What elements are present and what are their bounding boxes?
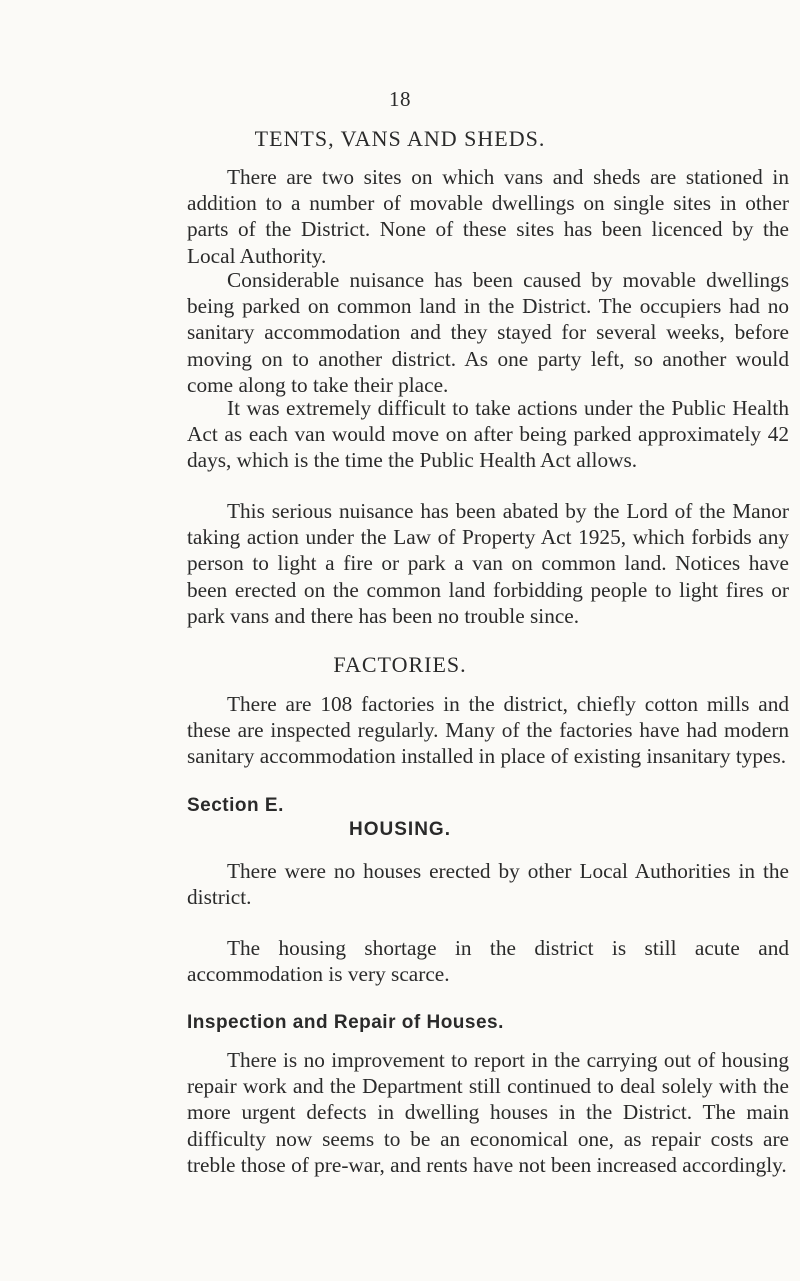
paragraph-housing-erected: There were no houses erected by other Local Authorities in the district. bbox=[187, 859, 789, 910]
paragraph-inspection: There is no improvement to report in the carrying out of housing repair work and the Department still continued to deal solely with the more urgent defects in dwelling houses in the District. The main difficulty now seems to be an economical one, as repair costs are treble those of pre-war, and rents have not been increased accordingly. bbox=[187, 1048, 789, 1177]
section-heading-tents: TENTS, VANS AND SHEDS. bbox=[254, 126, 546, 151]
paragraph-tents-nuisance: Considerable nuisance has been caused by movable dwellings being parked on common land in the District. The occupiers had no sanitary accommodation and they stayed for several weeks, before moving on to another district. As one party left, so another would come along to take their place. bbox=[187, 268, 789, 397]
section-heading-factories: FACTORIES. bbox=[333, 652, 467, 677]
paragraph-tents-abated: This serious nuisance has been abated by the Lord of the Manor taking action under the Law of Property Act 1925, which forbids any person to light a fire or park a van on common land. Notices have been erected on the common land forbidding people to light fires or park vans and there has been no trouble since. bbox=[187, 499, 789, 628]
paragraph-housing-shortage: The housing shortage in the district is still acute and accommodation is very scarce. bbox=[187, 936, 789, 987]
section-label-e: Section E. bbox=[187, 795, 284, 816]
paragraph-tents-sites: There are two sites on which vans and sheds are stationed in addition to a number of movable dwellings on single sites in other parts of the District. None of these sites has been licenced by the Local Authority. bbox=[187, 165, 789, 268]
section-heading-housing: HOUSING. bbox=[349, 819, 451, 840]
page-number: 18 bbox=[389, 87, 411, 111]
section-heading-inspection: Inspection and Repair of Houses. bbox=[187, 1012, 504, 1033]
paragraph-factories: There are 108 factories in the district, chiefly cotton mills and these are inspected regularly. Many of the factories have had modern sanitary accommodation installed in place of existing insanitary types. bbox=[187, 692, 789, 769]
paragraph-tents-public-health: It was extremely difficult to take actions under the Public Health Act as each van would move on after being parked approximately 42 days, which is the time the Public Health Act allows. bbox=[187, 396, 789, 473]
